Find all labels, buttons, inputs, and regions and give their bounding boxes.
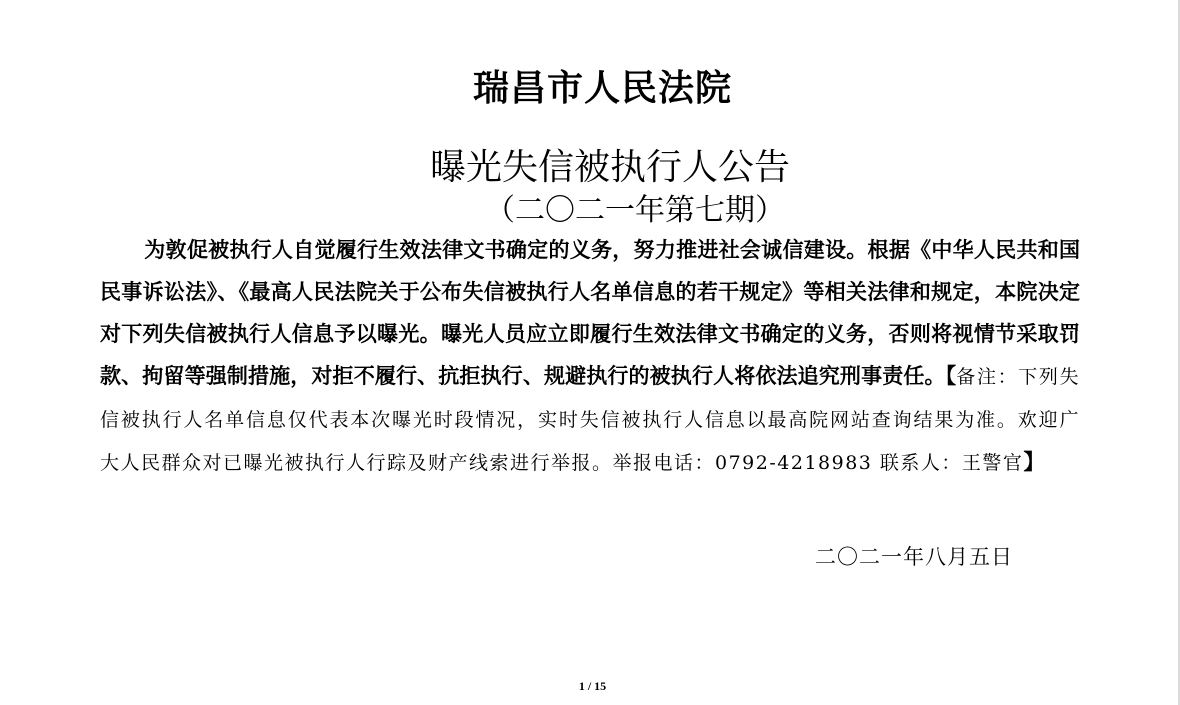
remark-open-bracket: 【 <box>945 364 957 388</box>
page-number: 1 / 15 <box>578 679 607 693</box>
issue-number: （二〇二一年第七期） <box>485 193 785 228</box>
court-name: 瑞昌市人民法院 <box>472 68 732 109</box>
notice-body <box>100 229 1080 484</box>
remark-text: 备注：下列失信被执行人名单信息仅代表本次曝光时段情况，实时失信被执行人信息以最高院网站查询结果为准。欢迎广大人民群众对已曝光被执行人行踪及财产线索进行举报。举报电话：0792-4218983 联系人：王警官 <box>100 366 1081 474</box>
notice-date: 二〇二一年八月五日 <box>815 545 1013 569</box>
remark-close-bracket: 】 <box>1023 450 1045 474</box>
notice-main-text: 为敦促被执行人自觉履行生效法律文书确定的义务，努力推进社会诚信建设。根据《中华人民共和国民事诉讼法》、《最高人民法院关于公布失信被执行人名单信息的若干规定》等相关法律和规定，本院决定对下列失信被执行人信息予以曝光。曝光人员应立即履行生效法律文书确定的义务，否则将视情节采取罚款、拘留等强制措施，对拒不履行、抗拒执行、规避执行的被执行人将依法追究刑事责任。 <box>100 238 1080 388</box>
notice-title: 曝光失信被执行人公告 <box>429 147 790 188</box>
